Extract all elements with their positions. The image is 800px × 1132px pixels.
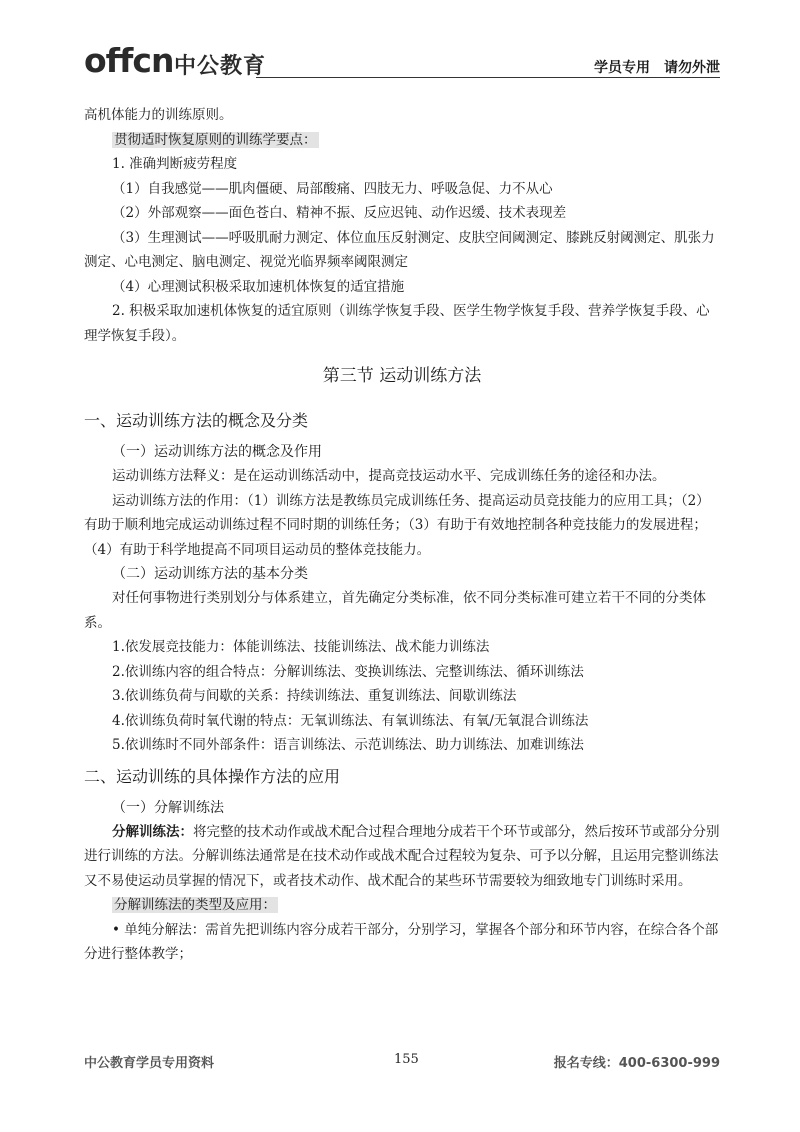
list-item: （2）外部观察——面色苍白、精神不振、反应迟钝、动作迟缓、技术表现差 — [112, 205, 567, 221]
footer-hotline: 报名专线：400-6300-999 — [553, 1056, 720, 1071]
paragraph: 运动训练方法释义：是在运动训练活动中，提高竞技运动水平、完成训练任务的途径和办法。 — [112, 468, 666, 484]
list-item: （4）心理测试积极采取加速机体恢复的适宜措施 — [112, 278, 405, 295]
list-item: • 单纯分解法：需首先把训练内容分成若干部分，分别学习，掌握各个部分和环节内容，在综合各个部分进行整体教学； — [84, 921, 719, 962]
list-item: 3.依训练负荷与间歇的关系：持续训练法、重复训练法、间歇训练法 — [112, 688, 517, 704]
offcn-logo — [84, 41, 174, 80]
page-number: 155 — [394, 1052, 419, 1067]
header-tags — [594, 57, 720, 77]
paragraph: 运动训练方法的作用：（1）训练方法是教练员完成训练任务、提高运动员竞技能力的应用工具；（2）有助于顺利地完成运动训练过程不同时期的训练任务；（3）有助于有效地控制各种竞技能力的发展进程；（4）有助于科学地提高不同项目运动员的整体竞技能力。 — [84, 492, 710, 558]
list-item: 5.依训练时不同外部条件：语言训练法、示范训练法、助力训练法、加难训练法 — [112, 737, 584, 753]
paragraph: 对任何事物进行类别划分与体系建立，首先确定分类标准，依不同分类标准可建立若干不同的分类体系。 — [84, 590, 706, 631]
list-item: 2. 积极采取加速机体恢复的适宜原则（训练学恢复手段、医学生物学恢复手段、营养学恢复手段、心理学恢复手段）。 — [84, 303, 710, 344]
list-item: （3）生理测试——呼吸肌耐力测定、体位血压反射测定、皮肤空间阈测定、膝跳反射阈测定、肌张力测定、心电测定、脑电测定、视觉光临界频率阈限测定 — [84, 229, 715, 270]
footer-label: 中公教育学员专用资料 — [84, 1056, 215, 1071]
list-item: 4.依训练负荷时氧代谢的特点：无氧训练法、有氧训练法、有氧/无氧混合训练法 — [112, 712, 589, 729]
page-footer — [84, 1052, 720, 1074]
logo-chinese-name: 中公教育 — [174, 54, 267, 79]
section-title: 第三节 运动训练方法 — [322, 366, 482, 386]
highlighted-heading: 分解训练法的类型及应用： — [114, 897, 276, 913]
term-definition: 将完整的技术动作或战术配合过程合理地分成若干个环节或部分，然后按环节或部分分别进行训练的方法。分解训练法通常是在技术动作或战术配合过程较为复杂、可予以分解，且运用完整训练法又不易使运动员掌握的情况下，或者技术动作、战术配合的某些环节需要较为细致地专门训练时采用。 — [84, 823, 720, 889]
list-item: 1. 准确判断疲劳程度 — [112, 156, 238, 172]
heading-level-1: 二、运动训练的具体操作方法的应用 — [84, 766, 341, 786]
header-tag-confidential: 请勿外泄 — [664, 60, 720, 76]
list-item: 1.依发展竞技能力：体能训练法、技能训练法、战术能力训练法 — [112, 639, 490, 655]
heading-level-2: （二）运动训练方法的基本分类 — [112, 566, 308, 582]
term-label: 分解训练法： — [112, 823, 193, 840]
paragraph: 高机体能力的训练原则。 — [84, 107, 233, 123]
header-divider — [256, 77, 720, 78]
header-tag-student: 学员专用 — [594, 60, 650, 76]
logo-text: offcn — [84, 41, 174, 80]
page-header — [84, 40, 720, 80]
document-body — [84, 103, 720, 967]
list-item: 2.依训练内容的组合特点：分解训练法、变换训练法、完整训练法、循环训练法 — [112, 663, 584, 680]
heading-level-2: （一）运动训练方法的概念及作用 — [112, 444, 322, 460]
list-item: （1）自我感觉——肌肉僵硬、局部酸痛、四肢无力、呼吸急促、力不从心 — [112, 180, 553, 197]
highlighted-heading: 贯彻适时恢复原则的训练学要点： — [114, 131, 317, 148]
heading-level-2: （一）分解训练法 — [112, 799, 224, 816]
paragraph — [84, 820, 720, 894]
heading-level-1: 一、运动训练方法的概念及分类 — [84, 411, 309, 430]
